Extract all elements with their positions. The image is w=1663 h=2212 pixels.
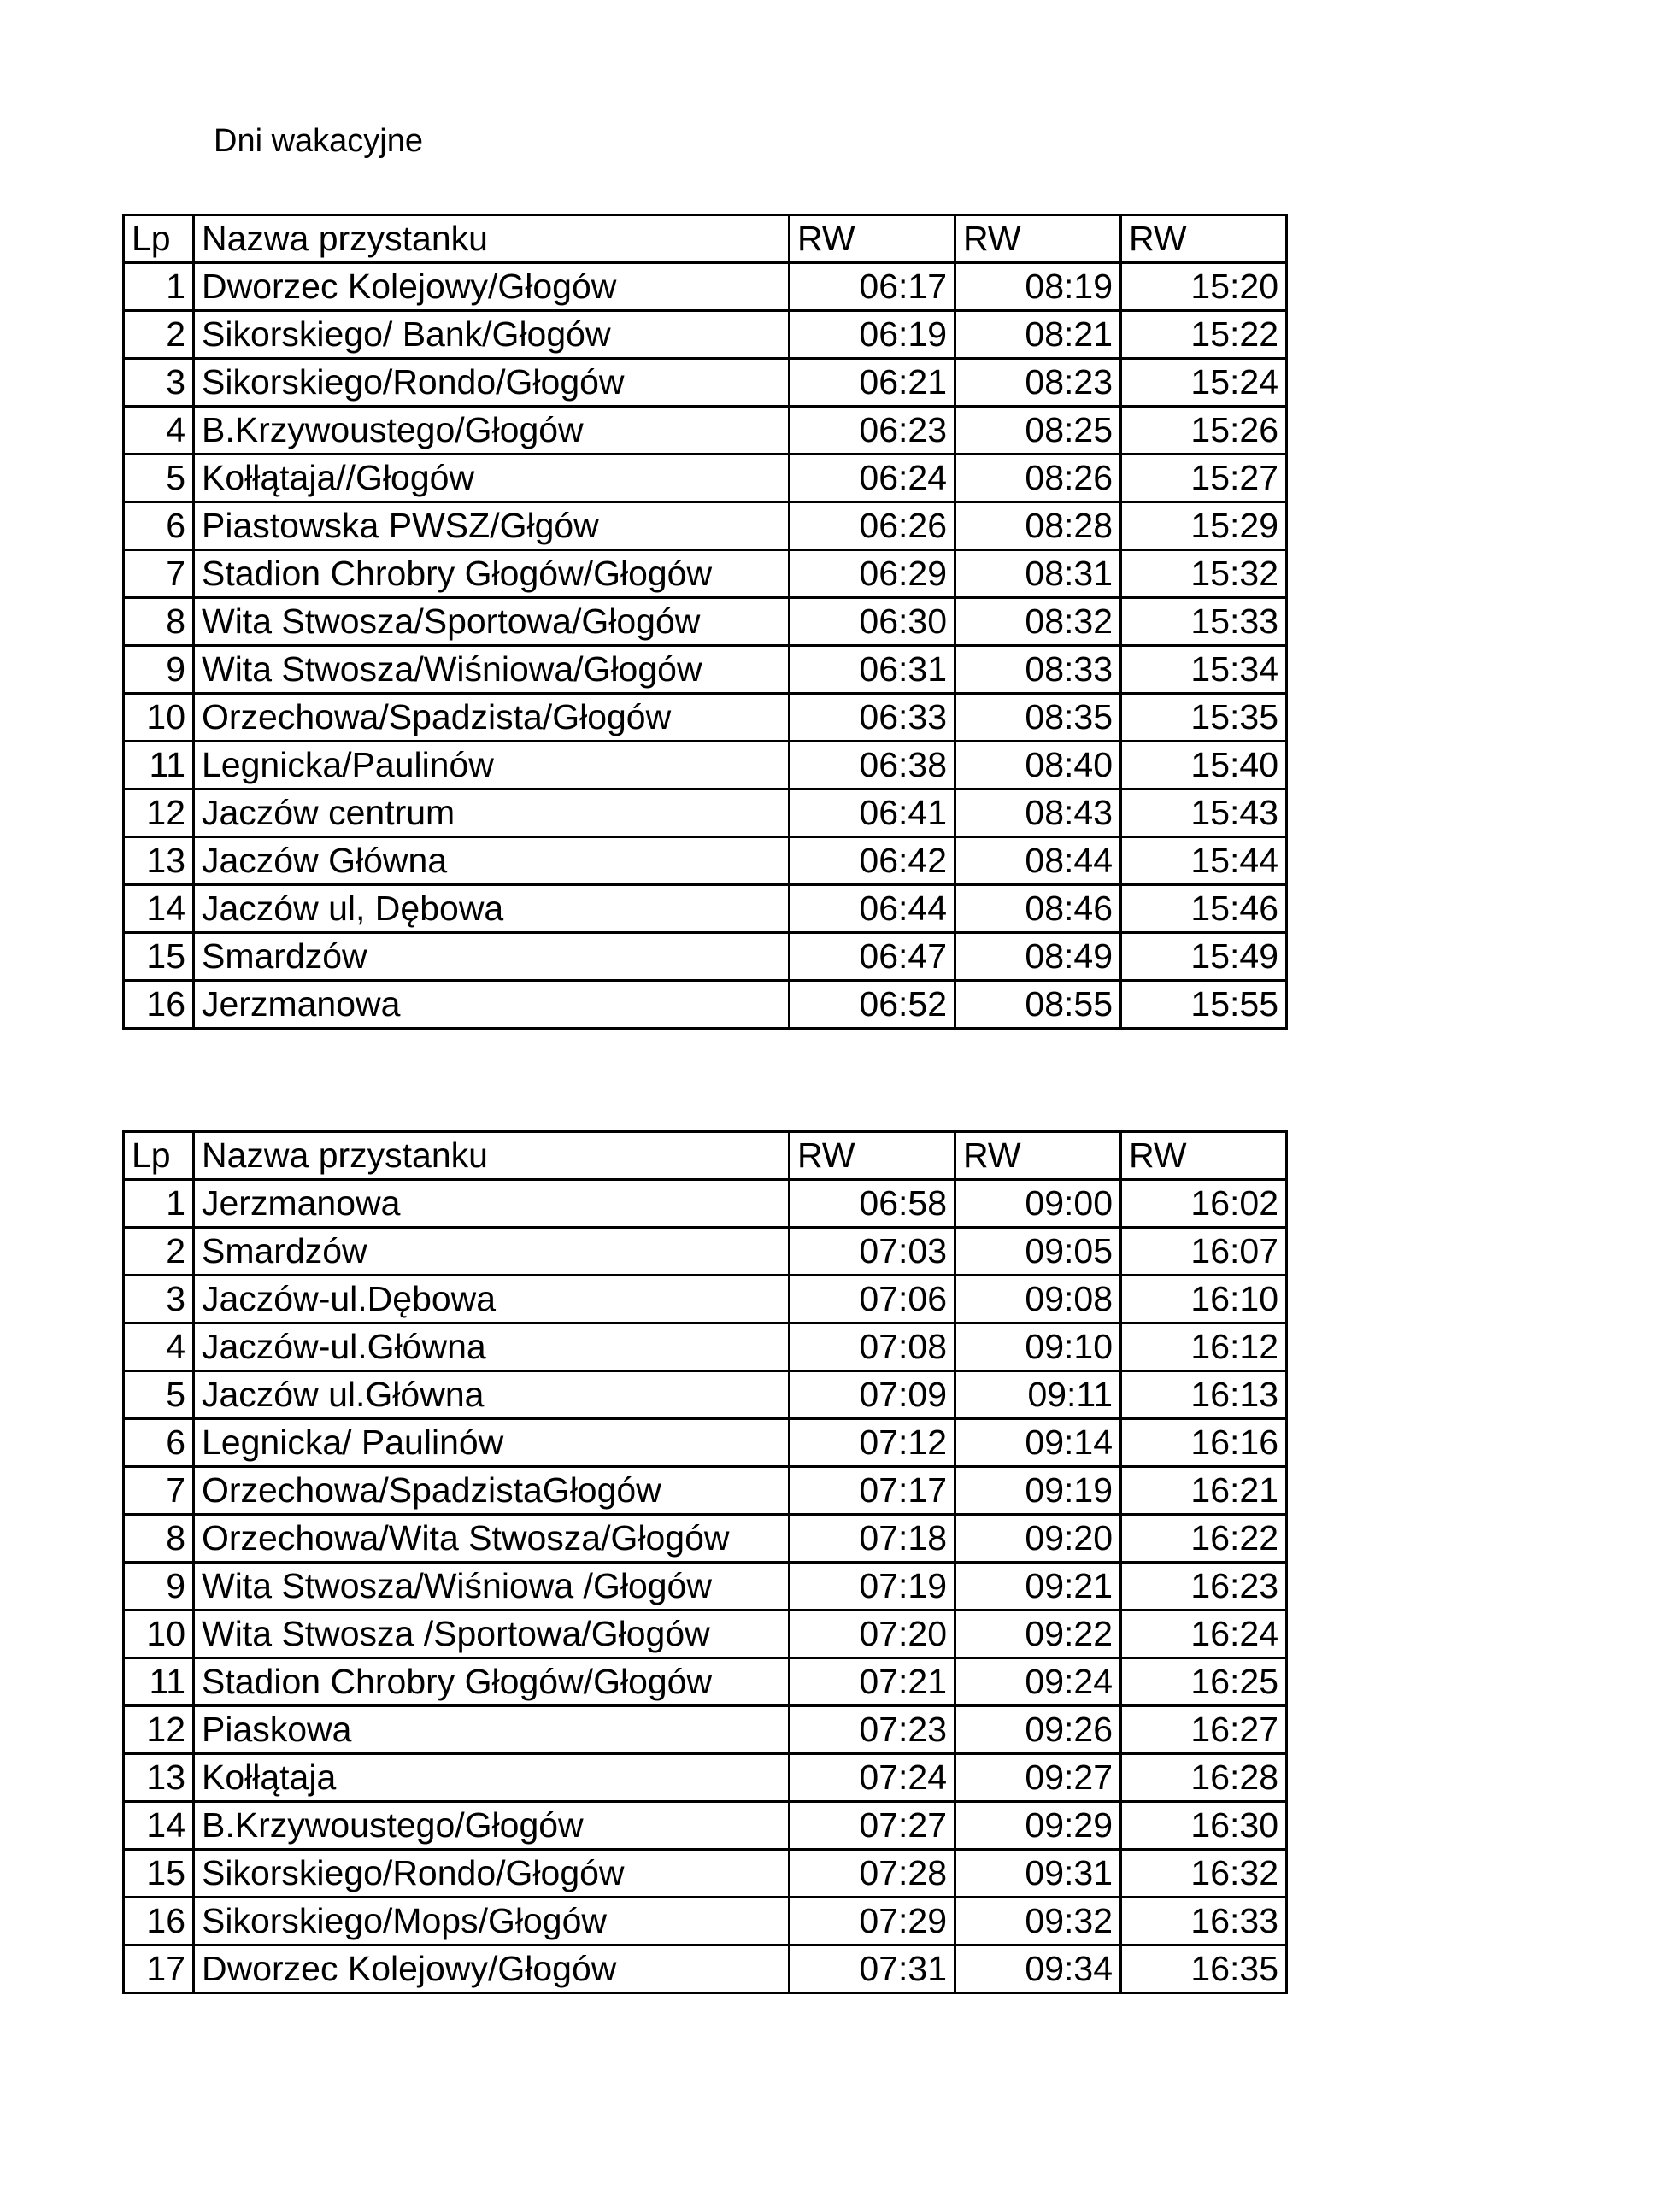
departure-time-run-2: 09:32	[955, 1898, 1121, 1945]
departure-time-run-2: 09:08	[955, 1276, 1121, 1323]
departure-time-run-1: 06:52	[790, 981, 955, 1029]
stop-name: Kołłątaja//Głogów	[194, 455, 790, 502]
departure-time-run-3: 16:32	[1121, 1850, 1287, 1898]
departure-time-run-3: 15:20	[1121, 263, 1287, 311]
departure-time-run-3: 16:02	[1121, 1180, 1287, 1228]
departure-time-run-2: 09:19	[955, 1467, 1121, 1515]
stop-name: Piastowska PWSZ/Głgów	[194, 502, 790, 550]
table-row	[124, 646, 1287, 694]
row-number: 13	[124, 1754, 194, 1802]
departure-time-run-1: 07:31	[790, 1945, 955, 1993]
departure-time-run-3: 16:24	[1121, 1611, 1287, 1658]
table-header-row	[124, 215, 1287, 263]
row-number: 11	[124, 742, 194, 789]
departure-time-run-1: 07:17	[790, 1467, 955, 1515]
departure-time-run-1: 06:24	[790, 455, 955, 502]
departure-time-run-3: 16:12	[1121, 1323, 1287, 1371]
stop-name: Sikorskiego/Mops/Głogów	[194, 1898, 790, 1945]
row-number: 9	[124, 1563, 194, 1611]
departure-time-run-1: 06:19	[790, 311, 955, 359]
header-stop-name: Nazwa przystanku	[194, 1132, 790, 1180]
departure-time-run-1: 06:30	[790, 598, 955, 646]
departure-time-run-3: 16:25	[1121, 1658, 1287, 1706]
departure-time-run-1: 07:27	[790, 1802, 955, 1850]
departure-time-run-3: 16:10	[1121, 1276, 1287, 1323]
departure-time-run-1: 07:20	[790, 1611, 955, 1658]
row-number: 15	[124, 933, 194, 981]
row-number: 8	[124, 1515, 194, 1563]
table-row	[124, 1276, 1287, 1323]
departure-time-run-2: 09:05	[955, 1228, 1121, 1276]
departure-time-run-3: 15:43	[1121, 789, 1287, 837]
table-row	[124, 311, 1287, 359]
departure-time-run-3: 15:55	[1121, 981, 1287, 1029]
departure-time-run-2: 08:33	[955, 646, 1121, 694]
table-row	[124, 1563, 1287, 1611]
row-number: 3	[124, 1276, 194, 1323]
table-row	[124, 598, 1287, 646]
departure-time-run-3: 16:27	[1121, 1706, 1287, 1754]
departure-time-run-1: 06:41	[790, 789, 955, 837]
header-run-1: RW	[790, 215, 955, 263]
departure-time-run-3: 15:32	[1121, 550, 1287, 598]
departure-time-run-2: 09:26	[955, 1706, 1121, 1754]
timetable-outbound	[122, 214, 1288, 1030]
departure-time-run-2: 08:23	[955, 359, 1121, 407]
departure-time-run-3: 15:35	[1121, 694, 1287, 742]
departure-time-run-3: 15:33	[1121, 598, 1287, 646]
header-run-2: RW	[955, 1132, 1121, 1180]
departure-time-run-3: 16:13	[1121, 1371, 1287, 1419]
row-number: 3	[124, 359, 194, 407]
table-row	[124, 263, 1287, 311]
table-row	[124, 837, 1287, 885]
departure-time-run-1: 07:06	[790, 1276, 955, 1323]
row-number: 7	[124, 550, 194, 598]
departure-time-run-3: 16:23	[1121, 1563, 1287, 1611]
departure-time-run-1: 06:23	[790, 407, 955, 455]
row-number: 1	[124, 1180, 194, 1228]
stop-name: Smardzów	[194, 933, 790, 981]
table-row	[124, 1419, 1287, 1467]
departure-time-run-1: 06:21	[790, 359, 955, 407]
departure-time-run-2: 09:10	[955, 1323, 1121, 1371]
departure-time-run-3: 15:46	[1121, 885, 1287, 933]
departure-time-run-1: 07:18	[790, 1515, 955, 1563]
stop-name: Sikorskiego/Rondo/Głogów	[194, 1850, 790, 1898]
row-number: 8	[124, 598, 194, 646]
stop-name: Dworzec Kolejowy/Głogów	[194, 263, 790, 311]
departure-time-run-2: 09:24	[955, 1658, 1121, 1706]
departure-time-run-2: 09:34	[955, 1945, 1121, 1993]
departure-time-run-1: 06:58	[790, 1180, 955, 1228]
table-row	[124, 502, 1287, 550]
departure-time-run-2: 09:20	[955, 1515, 1121, 1563]
header-run-2: RW	[955, 215, 1121, 263]
row-number: 4	[124, 1323, 194, 1371]
departure-time-run-2: 08:21	[955, 311, 1121, 359]
stop-name: Sikorskiego/Rondo/Głogów	[194, 359, 790, 407]
departure-time-run-1: 07:23	[790, 1706, 955, 1754]
departure-time-run-1: 06:29	[790, 550, 955, 598]
row-number: 1	[124, 263, 194, 311]
table-row	[124, 359, 1287, 407]
stop-name: Jaczów centrum	[194, 789, 790, 837]
row-number: 5	[124, 1371, 194, 1419]
row-number: 4	[124, 407, 194, 455]
stop-name: Stadion Chrobry Głogów/Głogów	[194, 1658, 790, 1706]
departure-time-run-3: 16:28	[1121, 1754, 1287, 1802]
departure-time-run-3: 16:33	[1121, 1898, 1287, 1945]
table-header-row	[124, 1132, 1287, 1180]
departure-time-run-1: 07:03	[790, 1228, 955, 1276]
table-row	[124, 550, 1287, 598]
stop-name: Jaczów-ul.Dębowa	[194, 1276, 790, 1323]
departure-time-run-2: 08:49	[955, 933, 1121, 981]
departure-time-run-2: 08:28	[955, 502, 1121, 550]
header-run-3: RW	[1121, 215, 1287, 263]
departure-time-run-3: 15:22	[1121, 311, 1287, 359]
table-row	[124, 694, 1287, 742]
table-row	[124, 981, 1287, 1029]
departure-time-run-1: 06:17	[790, 263, 955, 311]
departure-time-run-2: 08:46	[955, 885, 1121, 933]
departure-time-run-1: 06:31	[790, 646, 955, 694]
stop-name: Wita Stwosza /Sportowa/Głogów	[194, 1611, 790, 1658]
stop-name: Orzechowa/SpadzistaGłogów	[194, 1467, 790, 1515]
departure-time-run-3: 15:24	[1121, 359, 1287, 407]
table-row	[124, 1802, 1287, 1850]
departure-time-run-2: 09:11	[955, 1371, 1121, 1419]
departure-time-run-3: 15:27	[1121, 455, 1287, 502]
table-row	[124, 742, 1287, 789]
timetable-return	[122, 1130, 1288, 1994]
table-row	[124, 933, 1287, 981]
row-number: 6	[124, 502, 194, 550]
departure-time-run-3: 15:34	[1121, 646, 1287, 694]
departure-time-run-3: 16:21	[1121, 1467, 1287, 1515]
page-title: Dni wakacyjne	[214, 123, 423, 159]
departure-time-run-3: 16:16	[1121, 1419, 1287, 1467]
table-row	[124, 1180, 1287, 1228]
stop-name: Jaczów-ul.Główna	[194, 1323, 790, 1371]
stop-name: Kołłątaja	[194, 1754, 790, 1802]
departure-time-run-1: 07:19	[790, 1563, 955, 1611]
stop-name: Jaczów ul, Dębowa	[194, 885, 790, 933]
departure-time-run-1: 06:44	[790, 885, 955, 933]
row-number: 9	[124, 646, 194, 694]
departure-time-run-1: 06:42	[790, 837, 955, 885]
row-number: 2	[124, 1228, 194, 1276]
departure-time-run-1: 07:21	[790, 1658, 955, 1706]
header-lp: Lp	[124, 215, 194, 263]
departure-time-run-3: 16:35	[1121, 1945, 1287, 1993]
departure-time-run-3: 16:22	[1121, 1515, 1287, 1563]
departure-time-run-1: 06:26	[790, 502, 955, 550]
table-row	[124, 1754, 1287, 1802]
row-number: 5	[124, 455, 194, 502]
stop-name: Stadion Chrobry Głogów/Głogów	[194, 550, 790, 598]
departure-time-run-3: 15:29	[1121, 502, 1287, 550]
departure-time-run-2: 09:27	[955, 1754, 1121, 1802]
departure-time-run-3: 16:07	[1121, 1228, 1287, 1276]
row-number: 6	[124, 1419, 194, 1467]
table-row	[124, 1658, 1287, 1706]
row-number: 15	[124, 1850, 194, 1898]
header-run-3: RW	[1121, 1132, 1287, 1180]
row-number: 17	[124, 1945, 194, 1993]
departure-time-run-2: 08:26	[955, 455, 1121, 502]
row-number: 2	[124, 311, 194, 359]
stop-name: Dworzec Kolejowy/Głogów	[194, 1945, 790, 1993]
stop-name: Sikorskiego/ Bank/Głogów	[194, 311, 790, 359]
row-number: 16	[124, 981, 194, 1029]
stop-name: Orzechowa/Spadzista/Głogów	[194, 694, 790, 742]
departure-time-run-1: 07:09	[790, 1371, 955, 1419]
departure-time-run-2: 08:31	[955, 550, 1121, 598]
table-row	[124, 455, 1287, 502]
stop-name: Smardzów	[194, 1228, 790, 1276]
stop-name: Legnicka/Paulinów	[194, 742, 790, 789]
departure-time-run-2: 09:21	[955, 1563, 1121, 1611]
row-number: 10	[124, 1611, 194, 1658]
table-row	[124, 1228, 1287, 1276]
row-number: 13	[124, 837, 194, 885]
departure-time-run-2: 08:19	[955, 263, 1121, 311]
stop-name: Wita Stwosza/Wiśniowa/Głogów	[194, 646, 790, 694]
stop-name: Jaczów Główna	[194, 837, 790, 885]
departure-time-run-2: 08:32	[955, 598, 1121, 646]
departure-time-run-2: 08:43	[955, 789, 1121, 837]
departure-time-run-1: 07:12	[790, 1419, 955, 1467]
departure-time-run-1: 06:47	[790, 933, 955, 981]
departure-time-run-3: 16:30	[1121, 1802, 1287, 1850]
table-row	[124, 1945, 1287, 1993]
row-number: 12	[124, 789, 194, 837]
header-run-1: RW	[790, 1132, 955, 1180]
departure-time-run-3: 15:26	[1121, 407, 1287, 455]
row-number: 12	[124, 1706, 194, 1754]
stop-name: Jerzmanowa	[194, 1180, 790, 1228]
table-row	[124, 1467, 1287, 1515]
row-number: 14	[124, 885, 194, 933]
departure-time-run-2: 08:44	[955, 837, 1121, 885]
table-row	[124, 1611, 1287, 1658]
departure-time-run-2: 09:14	[955, 1419, 1121, 1467]
table-row	[124, 1706, 1287, 1754]
stop-name: Jerzmanowa	[194, 981, 790, 1029]
departure-time-run-2: 08:25	[955, 407, 1121, 455]
departure-time-run-2: 08:40	[955, 742, 1121, 789]
table-row	[124, 1323, 1287, 1371]
stop-name: Orzechowa/Wita Stwosza/Głogów	[194, 1515, 790, 1563]
departure-time-run-2: 09:29	[955, 1802, 1121, 1850]
table-row	[124, 1898, 1287, 1945]
departure-time-run-2: 08:55	[955, 981, 1121, 1029]
table-row	[124, 407, 1287, 455]
departure-time-run-1: 07:28	[790, 1850, 955, 1898]
row-number: 11	[124, 1658, 194, 1706]
departure-time-run-2: 09:22	[955, 1611, 1121, 1658]
stop-name: Wita Stwosza/Sportowa/Głogów	[194, 598, 790, 646]
stop-name: Piaskowa	[194, 1706, 790, 1754]
stop-name: B.Krzywoustego/Głogów	[194, 407, 790, 455]
table-row	[124, 1515, 1287, 1563]
table-row	[124, 1850, 1287, 1898]
table-row	[124, 1371, 1287, 1419]
departure-time-run-1: 06:33	[790, 694, 955, 742]
row-number: 7	[124, 1467, 194, 1515]
departure-time-run-1: 07:08	[790, 1323, 955, 1371]
header-lp: Lp	[124, 1132, 194, 1180]
header-stop-name: Nazwa przystanku	[194, 215, 790, 263]
stop-name: Wita Stwosza/Wiśniowa /Głogów	[194, 1563, 790, 1611]
departure-time-run-3: 15:40	[1121, 742, 1287, 789]
departure-time-run-1: 07:29	[790, 1898, 955, 1945]
departure-time-run-3: 15:44	[1121, 837, 1287, 885]
stop-name: Legnicka/ Paulinów	[194, 1419, 790, 1467]
row-number: 10	[124, 694, 194, 742]
departure-time-run-1: 07:24	[790, 1754, 955, 1802]
stop-name: B.Krzywoustego/Głogów	[194, 1802, 790, 1850]
departure-time-run-1: 06:38	[790, 742, 955, 789]
stop-name: Jaczów ul.Główna	[194, 1371, 790, 1419]
departure-time-run-2: 09:31	[955, 1850, 1121, 1898]
departure-time-run-2: 09:00	[955, 1180, 1121, 1228]
table-row	[124, 885, 1287, 933]
row-number: 16	[124, 1898, 194, 1945]
departure-time-run-2: 08:35	[955, 694, 1121, 742]
departure-time-run-3: 15:49	[1121, 933, 1287, 981]
row-number: 14	[124, 1802, 194, 1850]
table-row	[124, 789, 1287, 837]
